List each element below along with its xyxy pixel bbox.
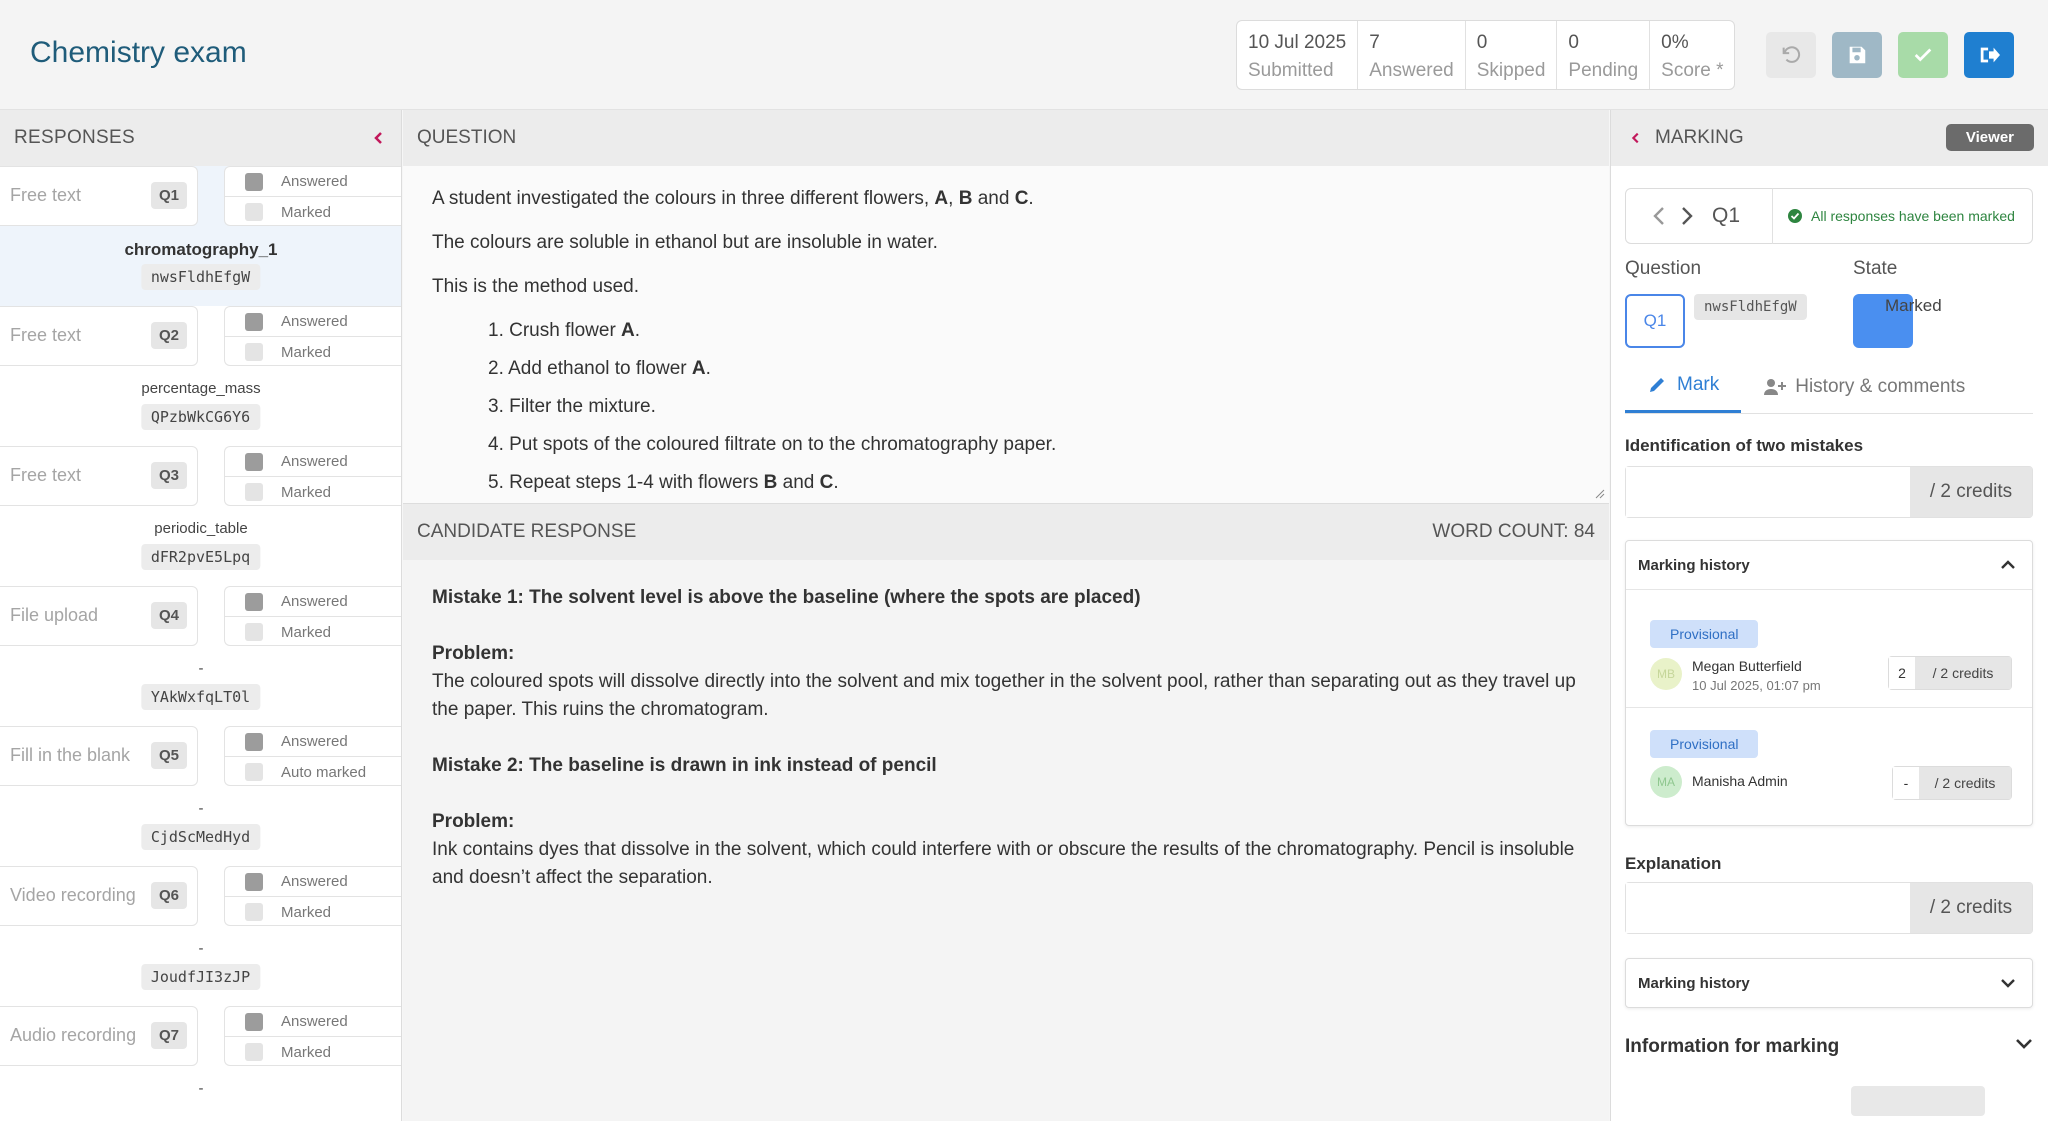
responses-panel (0, 110, 402, 1121)
mistake-2-heading: Mistake 2: The baseline is drawn in ink instead of pencil (432, 755, 937, 776)
text-run: , (948, 188, 959, 209)
question-number-badge: Q6 (151, 882, 187, 909)
text-run: 1. Crush flower (488, 320, 622, 341)
history-entry (1626, 707, 2032, 825)
text-run: . (833, 472, 839, 493)
score-suffix: / 2 credits (1919, 767, 2011, 799)
user-plus-icon (1763, 377, 1787, 397)
question-type: Video recording (10, 885, 136, 905)
marked-checkbox (245, 763, 263, 781)
score-value: - (1893, 767, 1919, 799)
answered-flag (225, 167, 402, 197)
response-flags (224, 166, 402, 226)
answered-checkbox (245, 453, 263, 471)
stat-skipped (1466, 21, 1558, 89)
question-type-card (0, 446, 198, 506)
avatar: MB (1650, 658, 1682, 690)
stat-label: Pending (1568, 60, 1639, 81)
credit-suffix: / 2 credits (1910, 467, 2032, 517)
method-step (488, 320, 1580, 342)
marked-flag (225, 337, 402, 367)
response-code: nwsFldhEfgW (141, 264, 260, 290)
question-number-badge: Q7 (151, 1022, 187, 1049)
stat-label: Score * (1661, 60, 1724, 81)
stat-value: 0 (1568, 32, 1579, 53)
answered-checkbox (245, 173, 263, 191)
flag-label: Answered (281, 173, 348, 190)
header-bar (0, 0, 2048, 110)
flag-label: Marked (281, 343, 332, 361)
response-item-q7[interactable] (0, 1006, 401, 1121)
flag-label: Answered (281, 593, 348, 610)
save-button[interactable] (1832, 32, 1882, 78)
chevron-down-icon (2000, 977, 2016, 989)
response-code: JoudfJI3zJP (141, 964, 260, 990)
question-type-card (0, 726, 198, 786)
provisional-badge: Provisional (1650, 620, 1758, 648)
response-flags (224, 446, 402, 506)
stat-pending (1557, 21, 1650, 89)
save-icon (1846, 44, 1868, 66)
response-item-q6[interactable] (0, 866, 401, 1006)
method-steps (432, 320, 1580, 494)
tab-label: Mark (1677, 374, 1720, 395)
response-item-q2[interactable] (0, 306, 401, 446)
problem-label: Problem: (432, 811, 515, 832)
question-type: Free text (10, 185, 82, 205)
text-run: C (1014, 188, 1029, 209)
exit-icon (1978, 44, 2000, 66)
candidate-response-body (403, 560, 1609, 1121)
mark-date: 10 Jul 2025, 01:07 pm (1692, 678, 1821, 693)
criterion-title: Explanation (1625, 854, 1722, 873)
question-type: Free text (10, 465, 82, 485)
stat-value: 0% (1661, 32, 1689, 53)
marked-flag (225, 197, 402, 227)
text-run: 5. Repeat steps 1-4 with flowers (488, 472, 764, 493)
response-name: periodic_table (154, 520, 248, 537)
credit-input[interactable] (1626, 883, 1910, 933)
approve-button[interactable] (1898, 32, 1948, 78)
score-suffix: / 2 credits (1915, 657, 2011, 689)
method-step (488, 358, 1580, 380)
response-name: - (198, 1080, 204, 1097)
question-type: Fill in the blank (10, 745, 131, 765)
marking-history-header[interactable] (1626, 541, 2032, 589)
undo-icon (1780, 44, 1802, 66)
question-header (403, 110, 1609, 166)
method-step: 3. Filter the mixture. (488, 396, 656, 417)
stat-submitted (1237, 21, 1358, 89)
marked-checkbox (245, 483, 263, 501)
check-icon (1912, 44, 1934, 66)
response-item-q1[interactable] (0, 166, 401, 306)
marking-history-label: Marking history (1638, 556, 1750, 574)
next-icon[interactable] (1680, 205, 1694, 227)
marker-name: Manisha Admin (1692, 773, 1788, 789)
marked-checkbox (245, 623, 263, 641)
response-name: - (198, 800, 204, 817)
criterion-title: Identification of two mistakes (1625, 436, 1864, 455)
stat-label: Answered (1369, 60, 1454, 81)
text-run: 2. Add ethanol to flower (488, 358, 692, 379)
text-run: A (691, 358, 706, 379)
marker-name: Megan Butterfield (1692, 658, 1802, 674)
flag-label: Auto marked (281, 763, 367, 781)
spacer (432, 612, 1580, 640)
flag-label: Marked (281, 623, 332, 641)
history-entry (1626, 589, 2032, 707)
question-paragraph (432, 188, 1580, 210)
spacer (432, 780, 1580, 808)
flag-label: Answered (281, 453, 348, 470)
method-step: 4. Put spots of the coloured filtrate on to the chromatography paper. (488, 434, 1057, 455)
response-item-q3[interactable] (0, 446, 401, 586)
candidate-response-header (403, 504, 1609, 560)
stat-score (1650, 21, 1734, 89)
flag-label: Answered (281, 313, 348, 330)
resize-handle-icon[interactable] (1593, 487, 1605, 499)
response-flags (224, 1006, 402, 1066)
response-name: chromatography_1 (124, 240, 278, 259)
text-run: A (621, 320, 635, 341)
stat-value: 7 (1369, 32, 1380, 53)
question-number-badge: Q4 (151, 602, 187, 629)
question-type-card (0, 586, 198, 646)
question-label: Question (1625, 258, 1702, 279)
marking-header (1611, 110, 2048, 166)
response-name: - (198, 660, 204, 677)
question-type: File upload (10, 605, 99, 625)
marking-status (1773, 208, 2015, 224)
marking-panel (1610, 110, 2048, 1121)
marking-history-label: Marking history (1638, 974, 1750, 992)
response-code: CjdScMedHyd (141, 824, 260, 850)
check-circle-icon (1787, 208, 1803, 224)
marking-tabs (1625, 360, 2033, 414)
collapse-left-icon[interactable] (371, 130, 387, 146)
answered-flag (225, 447, 402, 477)
marking-heading: MARKING (1655, 127, 1744, 148)
candidate-response-heading: CANDIDATE RESPONSE (417, 521, 637, 542)
page-title: Chemistry exam (30, 36, 247, 69)
collapse-right-icon[interactable] (1629, 131, 1643, 145)
state-value: Marked (1885, 296, 1942, 315)
text-run: A (934, 188, 949, 209)
question-paragraph: The colours are soluble in ethanol but are insoluble in water. (432, 232, 938, 253)
question-number-badge: Q2 (151, 322, 187, 349)
info-label: Information for marking (1625, 1036, 1840, 1057)
auto-marked-flag (225, 757, 402, 787)
text-run: . (705, 358, 711, 379)
marked-checkbox (245, 903, 263, 921)
word-count: WORD COUNT: 84 (1432, 521, 1595, 542)
marked-flag (225, 617, 402, 647)
marking-status-text: All responses have been marked (1811, 208, 2015, 224)
stat-answered (1358, 21, 1466, 89)
question-type-card (0, 166, 198, 226)
answered-flag (225, 727, 402, 757)
stat-label: Submitted (1248, 60, 1334, 81)
text-run: B (763, 472, 778, 493)
answered-checkbox (245, 313, 263, 331)
response-item-q4[interactable] (0, 586, 401, 726)
question-navigator (1625, 188, 2033, 244)
spacer (432, 724, 1580, 752)
response-flags (224, 306, 402, 366)
answered-checkbox (245, 593, 263, 611)
text-run: . (634, 320, 641, 341)
history-score (1888, 656, 2012, 690)
response-flags (224, 586, 402, 646)
history-score (1892, 766, 2012, 800)
answered-flag (225, 587, 402, 617)
text-run: B (958, 188, 973, 209)
stats-summary (1236, 20, 1735, 90)
response-name: - (198, 940, 204, 957)
credit-input-row (1625, 882, 2033, 934)
question-type-card (0, 866, 198, 926)
question-number-badge: Q3 (151, 462, 187, 489)
answered-flag (225, 867, 402, 897)
response-flags (224, 866, 402, 926)
credit-suffix: / 2 credits (1910, 883, 2032, 933)
avatar: MA (1650, 766, 1682, 798)
response-name: percentage_mass (141, 380, 261, 397)
question-code: nwsFldhEfgW (1694, 294, 1807, 320)
text-run: A student investigated the colours in three different flowers, (432, 188, 935, 209)
exit-button[interactable] (1964, 32, 2014, 78)
flag-label: Answered (281, 733, 348, 750)
credit-input-row (1625, 466, 2033, 518)
response-code: QPzbWkCG6Y6 (141, 404, 260, 430)
nav-arrows (1626, 205, 1694, 227)
marked-checkbox (245, 203, 263, 221)
question-heading: QUESTION (417, 127, 517, 148)
problem-text: The coloured spots will dissolve directly into the solvent and mix together in the solvent pool, rather than separating out as they travel up the paper. This ruins the chromatogram. (432, 671, 1576, 720)
text-run: and (777, 472, 820, 493)
response-item-q5[interactable] (0, 726, 401, 866)
flag-label: Answered (281, 1013, 348, 1030)
question-type-card (0, 306, 198, 366)
question-type-card (0, 1006, 198, 1066)
current-question: Q1 (1712, 204, 1741, 227)
method-step (488, 472, 1580, 494)
tab-label: History & comments (1795, 375, 1966, 397)
flag-label: Answered (281, 873, 348, 890)
information-for-marking[interactable] (1625, 1036, 2033, 1058)
previous-icon[interactable] (1652, 205, 1666, 227)
provisional-badge: Provisional (1650, 730, 1758, 758)
answered-checkbox (245, 1013, 263, 1031)
marked-checkbox (245, 343, 263, 361)
question-type: Free text (10, 325, 82, 345)
main-content (403, 110, 1609, 1121)
responses-heading: RESPONSES (14, 127, 135, 148)
answered-flag (225, 1007, 402, 1037)
mistake-1-heading: Mistake 1: The solvent level is above the baseline (where the spots are placed) (432, 587, 1141, 608)
tab-mark[interactable] (1625, 360, 1741, 413)
stat-value: 10 Jul 2025 (1248, 32, 1347, 53)
question-number-badge: Q5 (151, 742, 187, 769)
chevron-up-icon (2000, 559, 2016, 571)
answered-flag (225, 307, 402, 337)
partial-element (1851, 1086, 1985, 1116)
flag-label: Marked (281, 483, 332, 501)
credit-input[interactable] (1626, 467, 1910, 517)
text-run: and (972, 188, 1015, 209)
tab-history-comments[interactable] (1741, 360, 1987, 413)
response-code: dFR2pvE5Lpq (141, 544, 260, 570)
answered-checkbox (245, 873, 263, 891)
response-code: YAkWxfqLT0l (141, 684, 260, 710)
text-run: . (1028, 188, 1034, 209)
stat-value: 0 (1476, 32, 1488, 53)
chevron-down-icon (2015, 1036, 2033, 1050)
problem-label: Problem: (432, 643, 515, 664)
question-text[interactable] (403, 166, 1609, 504)
answered-checkbox (245, 733, 263, 751)
question-type: Audio recording (10, 1025, 137, 1045)
undo-button[interactable] (1766, 32, 1816, 78)
marked-flag (225, 897, 402, 927)
text-run: C (819, 472, 834, 493)
pencil-icon (1647, 375, 1667, 395)
marking-history-collapsed (1625, 958, 2033, 1008)
score-value: 2 (1889, 657, 1915, 689)
marking-history-header[interactable] (1626, 959, 2032, 1007)
question-badge[interactable]: Q1 (1625, 294, 1685, 348)
problem-text: Ink contains dyes that dissolve in the solvent, which could interfere with or obscure the results of the chromatography. Pencil is insoluble and doesn’t affect the separation. (432, 839, 1575, 888)
response-flags (224, 726, 402, 786)
marked-flag (225, 477, 402, 507)
viewer-badge: Viewer (1946, 124, 2034, 151)
question-paragraph: This is the method used. (432, 276, 639, 297)
marked-checkbox (245, 1043, 263, 1061)
marked-flag (225, 1037, 402, 1067)
flag-label: Marked (281, 1043, 332, 1061)
flag-label: Marked (281, 203, 332, 221)
state-label: State (1853, 258, 1898, 279)
marking-history-expanded (1625, 540, 2033, 826)
flag-label: Marked (281, 903, 332, 921)
question-number-badge: Q1 (151, 182, 187, 209)
responses-header (0, 110, 401, 166)
stat-label: Skipped (1476, 60, 1546, 81)
